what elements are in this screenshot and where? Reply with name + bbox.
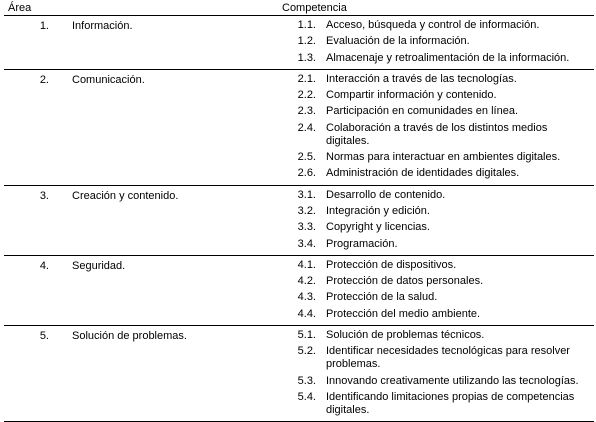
competence-table [4, 1, 594, 422]
area-column-header: Área [4, 1, 281, 16]
competence-text: Protección de datos personales. [326, 275, 484, 288]
competence-text: Participación en comunidades en línea. [326, 105, 519, 118]
competence-item [281, 189, 594, 202]
competence-item [281, 205, 594, 218]
competence-text: Innovando creativamente utilizando las tecnologías. [326, 374, 579, 387]
competence-number: 2.4. [297, 121, 316, 134]
area-cell [4, 16, 281, 70]
area-name: Información. [72, 20, 133, 32]
competence-item [281, 329, 594, 342]
competence-text: Administración de identidades digitales. [326, 167, 520, 180]
competence-number: 5.4. [297, 390, 316, 403]
competence-text: Protección de dispositivos. [326, 258, 457, 271]
competence-number: 1.2. [297, 35, 316, 48]
area-cell [4, 185, 281, 255]
competence-number: 3.1. [297, 188, 316, 201]
competence-text: Integración y edición. [326, 204, 430, 217]
competence-number: 2.3. [297, 105, 316, 118]
competence-number: 1.3. [297, 51, 316, 64]
competence-number: 2.1. [297, 72, 316, 85]
competence-text: Interacción a través de las tecnologías. [326, 72, 517, 85]
competence-text: Copyright y licencias. [326, 221, 430, 234]
competence-text: Normas para interactuar en ambientes digitales. [326, 151, 561, 164]
table-row [4, 185, 594, 255]
competence-number: 2.5. [297, 151, 316, 164]
area-cell [4, 326, 281, 422]
competence-item [281, 275, 594, 288]
competence-cell [281, 16, 594, 70]
competence-number: 1.1. [297, 19, 316, 31]
area-name: Seguridad. [72, 259, 126, 272]
table-row [4, 326, 594, 422]
table-header-row [4, 1, 594, 16]
competence-text: Evaluación de la información. [326, 35, 470, 48]
competence-text: Acceso, búsqueda y control de información. [326, 19, 540, 31]
area-name: Creación y contenido. [72, 189, 179, 202]
competence-text: Almacenaje y retroalimentación de la información. [326, 51, 570, 64]
competence-cell [281, 69, 594, 185]
competence-number: 2.2. [297, 89, 316, 102]
area-entry [4, 329, 281, 343]
area-number: 5. [39, 330, 49, 343]
competence-text: Programación. [326, 237, 398, 250]
area-cell [4, 255, 281, 325]
competence-number: 4.2. [297, 275, 316, 288]
competence-text: Identificando limitaciones propias de competencias digitales. [326, 390, 575, 416]
competence-number: 4.3. [297, 291, 316, 304]
competence-number: 4.1. [297, 258, 316, 271]
competence-item [281, 291, 594, 304]
competence-number: 2.6. [297, 167, 316, 180]
competence-cell [281, 185, 594, 255]
area-name: Solución de problemas. [72, 330, 187, 343]
competence-number: 5.2. [297, 345, 316, 358]
area-number: 3. [39, 189, 49, 202]
area-entry [4, 189, 281, 203]
competence-text: Colaboración a través de los distintos medios digitales. [326, 121, 548, 147]
area-name: Comunicación. [72, 73, 145, 86]
competence-item [281, 167, 594, 180]
competence-number: 3.4. [297, 237, 316, 250]
competence-item [281, 73, 594, 86]
area-entry [4, 259, 281, 273]
competence-number: 5.1. [297, 329, 316, 342]
competence-cell [281, 326, 594, 422]
competence-item [281, 122, 594, 148]
competence-text: Solución de problemas técnicos. [326, 329, 485, 342]
table-body [4, 16, 594, 422]
competence-item [281, 89, 594, 102]
competence-item [281, 259, 594, 272]
competence-item [281, 52, 594, 65]
competence-item [281, 35, 594, 48]
competence-text: Protección del medio ambiente. [326, 307, 481, 320]
competence-item [281, 19, 594, 32]
area-entry [4, 73, 281, 87]
competence-item [281, 151, 594, 164]
table-row [4, 16, 594, 70]
competence-number: 5.3. [297, 374, 316, 387]
competence-text: Desarrollo de contenido. [326, 188, 446, 201]
competence-text: Protección de la salud. [326, 291, 438, 304]
area-entry [4, 19, 281, 33]
competence-item [281, 345, 594, 371]
competence-item [281, 105, 594, 118]
competence-cell [281, 255, 594, 325]
competence-item [281, 391, 594, 417]
competence-item [281, 308, 594, 321]
competence-number: 4.4. [297, 307, 316, 320]
area-cell [4, 69, 281, 185]
competence-number: 3.2. [297, 204, 316, 217]
area-number: 2. [39, 73, 49, 86]
competence-number: 3.3. [297, 221, 316, 234]
competence-column-header: Competencia [281, 1, 594, 16]
competence-item [281, 221, 594, 234]
area-number: 4. [39, 259, 49, 272]
table-row [4, 255, 594, 325]
competence-item [281, 375, 594, 388]
competence-item [281, 238, 594, 251]
competence-text: Identificar necesidades tecnológicas para resolver problemas. [326, 345, 570, 371]
table-row [4, 69, 594, 185]
competence-text: Compartir información y contenido. [326, 89, 497, 102]
area-number: 1. [39, 20, 49, 32]
